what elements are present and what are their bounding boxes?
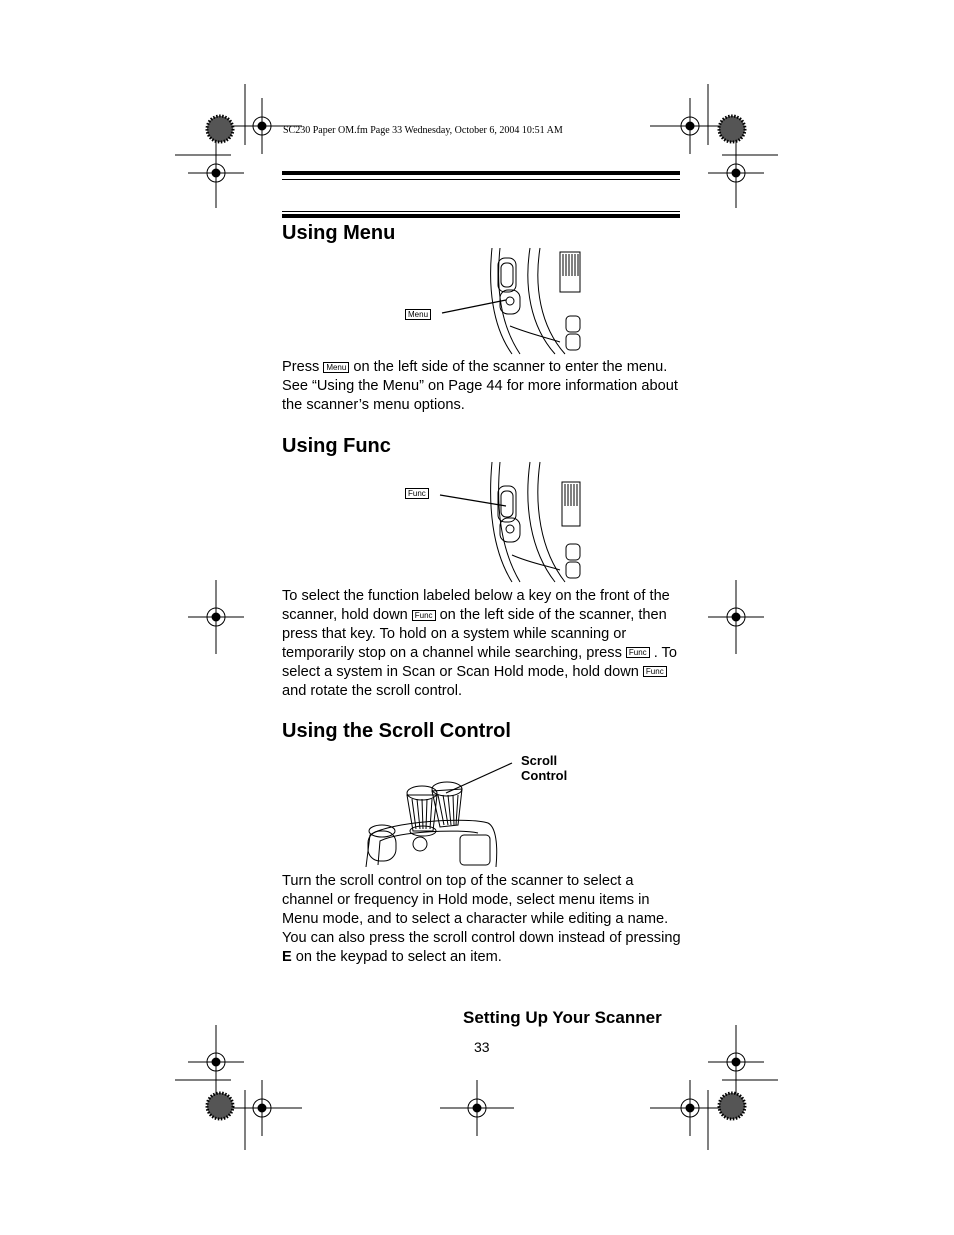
scroll-control-callout bbox=[521, 753, 567, 783]
func-key-2: Func bbox=[626, 647, 650, 658]
top-rule-thick bbox=[282, 171, 680, 175]
scanner-side-illustration-func bbox=[400, 460, 590, 584]
section-rule-thick bbox=[282, 214, 680, 218]
func-key-3: Func bbox=[643, 666, 667, 677]
func-text-4: and rotate the scroll control. bbox=[282, 682, 463, 699]
menu-callout-label: Menu bbox=[405, 309, 431, 320]
footer-section-title: Setting Up Your Scanner bbox=[463, 1008, 662, 1027]
func-callout-label: Func bbox=[405, 488, 429, 499]
scroll-text-1: Turn the scroll control on top of the scanner to select a channel or frequency in Hold mode, select menu items in Menu mode, and to select a character while editing a name. You can also press the scroll control down instead of pressing bbox=[282, 873, 681, 946]
func-text-2: on the left side of the scanner, then press that key. To hold on a system while scanning or temporarily stop on a channel while searching, press bbox=[282, 606, 667, 661]
func-text-1: To select the function labeled below a key on the front of the scanner, hold down bbox=[282, 588, 670, 623]
menu-text-before: Press bbox=[282, 359, 320, 375]
heading-using-menu: Using Menu bbox=[282, 222, 396, 244]
menu-text-after: on the left side of the scanner to enter the menu. See “Using the Menu” on Page 44 for more information about the scanner’s menu options. bbox=[282, 359, 678, 413]
page-number: 33 bbox=[474, 1039, 490, 1055]
menu-key: Menu bbox=[323, 362, 349, 373]
scanner-side-illustration-menu bbox=[400, 246, 590, 356]
scanner-top-illustration-scroll bbox=[360, 755, 520, 870]
heading-using-scroll-control: Using the Scroll Control bbox=[282, 720, 511, 742]
scroll-callout-line2: Control bbox=[521, 768, 568, 783]
func-key-1: Func bbox=[412, 610, 436, 621]
menu-paragraph bbox=[282, 358, 682, 415]
print-header-meta: SC230 Paper OM.fm Page 33 Wednesday, October 6, 2004 10:51 AM bbox=[283, 125, 563, 136]
func-paragraph bbox=[282, 587, 682, 700]
section-rule-thin bbox=[282, 211, 680, 212]
scroll-bold-key: E bbox=[282, 948, 292, 965]
scroll-callout-line1: Scroll bbox=[521, 753, 558, 768]
scroll-paragraph bbox=[282, 872, 682, 967]
heading-using-func: Using Func bbox=[282, 435, 391, 457]
top-rule-thin bbox=[282, 179, 680, 180]
scroll-text-2: on the keypad to select an item. bbox=[295, 948, 502, 965]
func-text-3: . To select a system in Scan or Scan Hold mode, hold down bbox=[282, 644, 677, 680]
